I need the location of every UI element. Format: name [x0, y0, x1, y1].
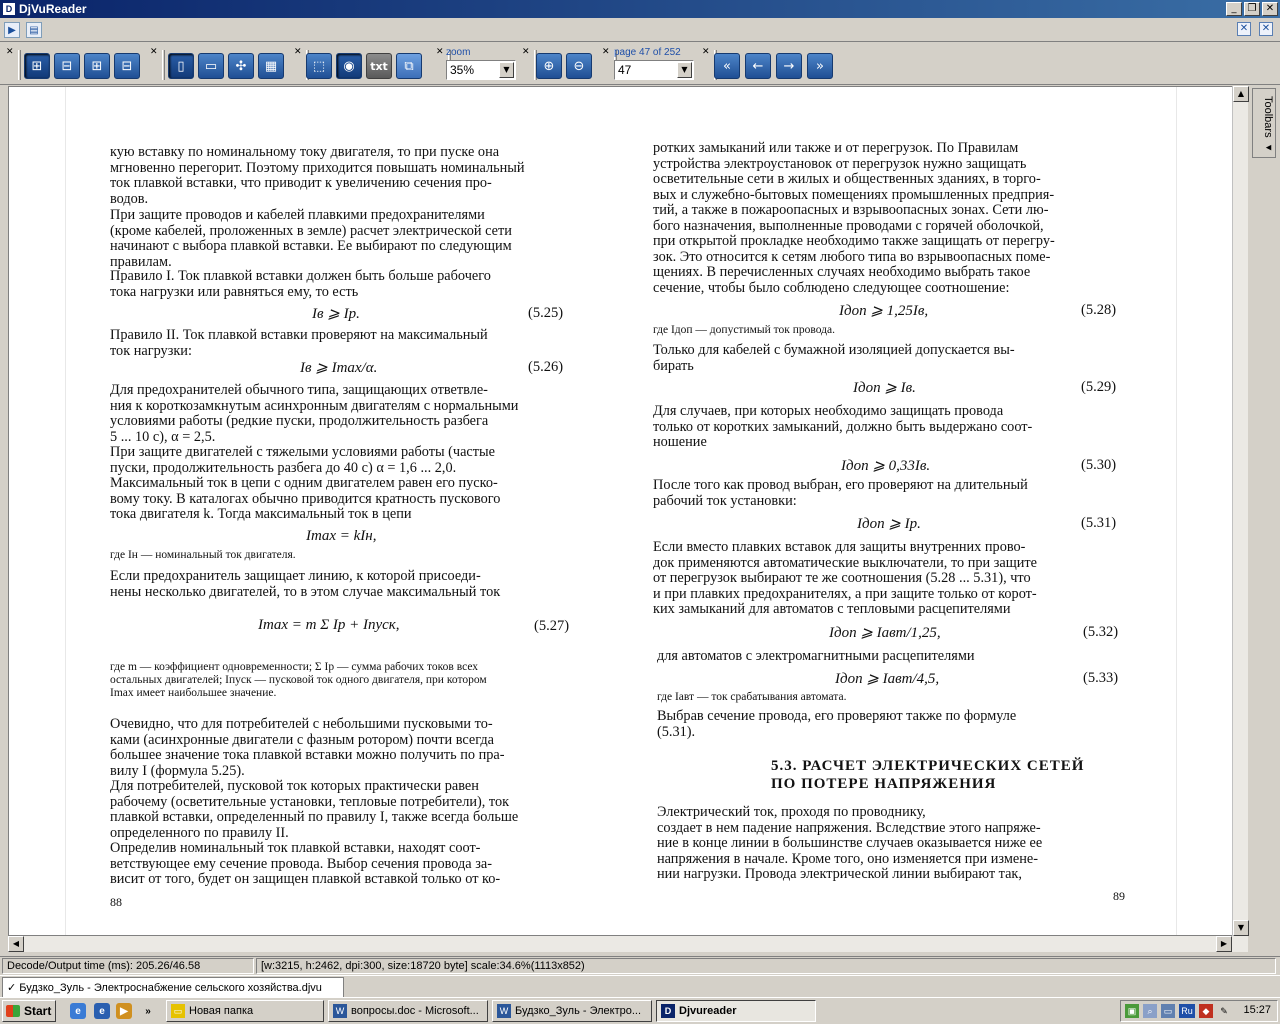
image-mode-icon[interactable]: ◉	[336, 53, 362, 79]
volume-icon[interactable]: ✎	[1220, 1005, 1228, 1016]
page-number-left: 88	[110, 895, 122, 909]
annotations-tree-icon[interactable]: ⊟	[114, 53, 140, 79]
right-paragraph-3: Для случаев, при которых необходимо защищать провода только от коротких замыканий, должно быть выдержано соот- ношение	[653, 403, 1033, 450]
toolbar-group-navigation-pane	[4, 47, 144, 83]
toolbar-grip[interactable]	[162, 50, 165, 80]
system-tray	[1120, 1000, 1278, 1022]
rule-1: Правило I. Ток плавкой вставки должен быть больше рабочего тока нагрузки или равняться ему, то есть	[110, 268, 491, 300]
mdi-restore-button[interactable]: ✕	[1259, 22, 1273, 36]
toolbar-group-zoom-buttons	[520, 47, 600, 83]
continuous-icon[interactable]: ✣	[228, 53, 254, 79]
quick-launch-icon[interactable]: e	[70, 1003, 86, 1019]
toolbar-group-page	[600, 47, 700, 83]
language-indicator[interactable]: Ru	[1179, 1004, 1195, 1018]
toolbar-group-zoom	[434, 47, 530, 83]
app-icon[interactable]: D	[2, 2, 16, 16]
last-page-icon[interactable]: »	[807, 53, 833, 79]
page-value: 47	[618, 63, 632, 77]
section-heading: 5.3. РАСЧЕТ ЭЛЕКТРИЧЕСКИХ СЕТЕЙ ПО ПОТЕРЕ НАПРЯЖЕНИЯ	[771, 758, 1085, 792]
formula-5-29: Iдоп ⩾ Iв.	[853, 380, 916, 396]
toolbar	[0, 43, 1280, 85]
formula-5-32: Iдоп ⩾ Iавт/1,25,	[829, 625, 941, 641]
task-label: Djvureader	[679, 1005, 737, 1017]
toolbars-side-tab[interactable]: Toolbars ◂	[1252, 88, 1276, 158]
document-tab[interactable]	[2, 977, 344, 997]
first-page-icon[interactable]: «	[714, 53, 740, 79]
formula-number-5-29: (5.29)	[1081, 379, 1117, 395]
formula-number-5-31: (5.31)	[1081, 515, 1117, 531]
menu-bar	[0, 18, 1280, 42]
task-button-word-1[interactable]	[328, 1000, 488, 1022]
formula-5-25: Iв ⩾ Iр.	[312, 306, 360, 322]
right-paragraph-6: для автоматов с электромагнитными расцепителями	[657, 648, 975, 664]
start-label: Start	[24, 1004, 52, 1018]
toolbar-group-tools	[292, 47, 432, 83]
horizontal-scrollbar[interactable]	[8, 936, 1248, 952]
left-paragraph-4: При защите двигателей с тяжелыми условиями работы (частые пуски, продолжительность разбега до 40 с) α = 1,6 ... 2,0.	[110, 444, 495, 476]
formula-5-30: Iдоп ⩾ 0,33Iв.	[841, 458, 931, 474]
document-viewer[interactable]	[8, 86, 1248, 936]
note-idop: где Iдоп — допустимый ток провода.	[653, 324, 835, 336]
chevron-right-icon[interactable]: »	[145, 1005, 151, 1017]
right-paragraph-2: Только для кабелей с бумажной изоляцией допускается вы- бирать	[653, 342, 1015, 374]
toolbar-grip[interactable]	[18, 50, 21, 80]
folder-icon: ▭	[171, 1004, 185, 1018]
note-in: где Iн — номинальный ток двигателя.	[110, 549, 296, 561]
task-button-djvureader[interactable]	[656, 1000, 816, 1022]
open-folder-icon[interactable]: ▶	[4, 22, 20, 38]
page-label: page 47 of 252	[614, 47, 681, 58]
antivirus-icon[interactable]: ◆	[1199, 1004, 1213, 1018]
left-paragraph-3: Для предохранителей обычного типа, защищающих ответвле- ния к короткозамкнутым асинхронным двигателям с нормальными условиями работы (редкие пуски, продолжительность разбега 5 ... 10 с), α = 2,5.	[110, 382, 519, 445]
formula-number-5-32: (5.32)	[1083, 624, 1119, 640]
right-paragraph-7: Выбрав сечение провода, его проверяют также по формуле (5.31).	[657, 708, 1017, 740]
note-iavt: где Iавт — ток срабатывания автомата.	[657, 691, 847, 703]
status-bar	[0, 956, 1280, 974]
formula-5-28: Iдоп ⩾ 1,25Iв,	[839, 303, 929, 319]
page-select[interactable]	[614, 60, 694, 80]
clock[interactable]: 15:27	[1243, 1004, 1271, 1016]
toolbar-close-icon[interactable]: ✕	[702, 47, 710, 57]
left-paragraph-5: Максимальный ток в цепи с одним двигателем равен его пуско- вому току. В каталогах обычно приводится кратность пускового тока двигателя k. Тогда максимальный ток в цепи	[110, 475, 501, 522]
left-paragraph-7: Очевидно, что для потребителей с небольшими пусковыми то- ками (асинхронные двигатели с фазным ротором) почти всегда большее значение тока плавкой вставки можно получить по пра- вилу I (формула 5.25).	[110, 716, 505, 779]
formula-number-5-26: (5.26)	[528, 359, 564, 375]
formula-number-5-30: (5.30)	[1081, 457, 1117, 473]
bookmarks-tree-icon[interactable]: ⊞	[84, 53, 110, 79]
network-icon[interactable]: ▣	[1125, 1004, 1139, 1018]
right-paragraph-1: ротких замыканий или также и от перегрузок. По Правилам устройства электроустановок от перегрузок нужно защищать осветительные сети в жилых и общественных зданиях, в торго- вых и служебно-бытовых помещениях промышленных предприя- тий, а также в пожароопасных и взрывоопасных зонах. Сети лю- бого назначения, выполненные проводами с горячей оболочкой, при открытой прокладке необходимо также защищать от перегру- зок. Это относится к сетям любого типа во взрывоопасных поме- щениях. В перечисленных случаях необходимо выбрать такое сечение, чтобы было соблюдено следующее соотношение:	[653, 140, 1055, 296]
formula-5-26: Iв ⩾ Imax/α.	[300, 360, 378, 376]
scroll-left-icon[interactable]: ◀	[8, 936, 24, 952]
taskbar	[0, 997, 1280, 1024]
task-button-folder[interactable]	[166, 1000, 324, 1022]
document-tab-bar	[0, 975, 1280, 997]
toolbars-label: Toolbars	[1262, 96, 1274, 138]
word-icon: W	[497, 1004, 511, 1018]
task-label: Новая папка	[189, 1005, 254, 1017]
checkmark-icon: ✓	[7, 982, 17, 994]
toolbar-group-layout	[148, 47, 288, 83]
internet-explorer-icon[interactable]: e	[94, 1003, 110, 1019]
chevron-down-icon[interactable]: ▼	[499, 62, 514, 78]
scroll-right-icon[interactable]: ▶	[1216, 936, 1232, 952]
vertical-scrollbar[interactable]	[1232, 86, 1248, 936]
document-tab-label: Будзко_Зуль - Электроснабжение сельского хозяйства.djvu	[19, 982, 322, 994]
mdi-close-button[interactable]: ✕	[1237, 22, 1251, 36]
word-icon: W	[333, 1004, 347, 1018]
toolbar-close-icon[interactable]: ✕	[150, 47, 158, 57]
right-paragraph-5: Если вместо плавких вставок для защиты внутренних прово- док применяются автоматические выключатели, то при защите от перегрузок выбирают те же соотношения (5.28 ... 5.31), что и при плавких предохранителях, а при защите только от корот- ких замыканий для автоматов с тепловыми расцепителями	[653, 539, 1037, 617]
zoom-label: zoom	[446, 47, 471, 58]
toolbar-group-navigation	[700, 47, 840, 83]
next-page-icon[interactable]: →	[776, 53, 802, 79]
left-paragraph-9: Определив номинальный ток плавкой вставки, находят соот- ветствующее ему сечение провода. Выбор сечения провода за- висит от того, будет он защищен плавкой вставкой только от ко-	[110, 840, 501, 887]
formula-number-5-27: (5.27)	[534, 618, 570, 634]
formula-5-27: Imax = m Σ Iр + Iпуск,	[258, 617, 400, 633]
right-paragraph-4: После того как провод выбран, его проверяют на длительный рабочий ток установки:	[653, 477, 1028, 509]
left-paragraph-1: кую вставку по номинальному току двигателя, то при пуске она мгновенно перегорит. Поэтому приходится повышать номинальный ток плавкой вставки, что приводит к увеличению сечения про- водов.	[110, 144, 525, 207]
formula-number-5-28: (5.28)	[1081, 302, 1117, 318]
task-label: вопросы.doc - Microsoft...	[351, 1005, 479, 1017]
toolbar-close-icon[interactable]: ✕	[294, 47, 302, 57]
single-page-icon[interactable]: ▯	[168, 53, 194, 79]
task-label: Будзко_Зуль - Электро...	[515, 1005, 642, 1017]
formula-number-5-25: (5.25)	[528, 305, 564, 321]
select-area-icon[interactable]: ⬚	[306, 53, 332, 79]
windows-logo-icon	[6, 1005, 20, 1017]
scroll-up-icon[interactable]: ▲	[1233, 86, 1249, 102]
zoom-value: 35%	[450, 63, 475, 77]
right-paragraph-8: Электрический ток, проходя по проводнику, создает в нем падение напряжения. Вследствие этого напряже- ние в конце линии в большинстве случаев оказывается ниже ее напряжения в начале. Кроме того, оно изменяется при измене- нии нагрузки. Провода электрической линии выбирают так,	[657, 804, 1043, 882]
display-icon[interactable]: ▭	[1161, 1004, 1175, 1018]
rule-2: Правило II. Ток плавкой вставки проверяют на максимальный ток нагрузки:	[110, 327, 488, 359]
minimize-button[interactable]: _	[1226, 2, 1242, 16]
left-paragraph-2: При защите проводов и кабелей плавкими предохранителями (кроме кабелей, проложенных в земле) расчет электрической сети начинают с выбора плавкой вставки. Ее выбирают по следующим правилам.	[110, 207, 512, 270]
toolbar-close-icon[interactable]: ✕	[6, 47, 14, 57]
outline-tree-icon[interactable]: ⊟	[54, 53, 80, 79]
thumbnails-tree-icon[interactable]: ⊞	[24, 53, 50, 79]
toolbar-close-icon[interactable]: ✕	[436, 47, 444, 57]
close-button[interactable]: ✕	[1262, 2, 1278, 16]
formula-5-33: Iдоп ⩾ Iавт/4,5,	[835, 671, 940, 687]
zoom-out-icon[interactable]: ⊖	[566, 53, 592, 79]
right-page	[613, 87, 1177, 936]
restore-button[interactable]: ❐	[1244, 2, 1260, 16]
media-player-icon[interactable]: ▶	[116, 1003, 132, 1019]
search-icon[interactable]: ⌕	[1143, 1004, 1157, 1018]
formula-number-5-33: (5.33)	[1083, 670, 1119, 686]
status-decode-time: Decode/Output time (ms): 205.26/46.58	[2, 958, 254, 974]
task-button-word-2[interactable]	[492, 1000, 652, 1022]
scroll-down-icon[interactable]: ▼	[1233, 920, 1249, 936]
window-title: DjVuReader	[19, 2, 87, 16]
page-number-right: 89	[1113, 889, 1125, 903]
left-paragraph-8: Для потребителей, пусковой ток которых практически равен рабочему (осветительные установки, тепловые потребители), ток плавкой вставки, определенный по правилу I, также всегда больше определенного по правилу II.	[110, 778, 519, 841]
title-bar	[0, 0, 1280, 18]
text-mode-icon[interactable]: txt	[366, 53, 392, 79]
start-button[interactable]	[2, 1000, 56, 1022]
left-paragraph-6: Если предохранитель защищает линию, к которой присоеди- нены несколько двигателей, то в этом случае максимальный ток	[110, 568, 501, 600]
left-page	[65, 87, 615, 936]
document-icon[interactable]: ▤	[26, 22, 42, 38]
toolbar-close-icon[interactable]: ✕	[522, 47, 530, 57]
toolbar-close-icon[interactable]: ✕	[602, 47, 610, 57]
copy-icon[interactable]: ⧉	[396, 53, 422, 79]
formula-imax: Imax = kIн,	[306, 528, 377, 544]
zoom-select[interactable]	[446, 60, 516, 80]
zoom-in-icon[interactable]: ⊕	[536, 53, 562, 79]
formula-5-31: Iдоп ⩾ Iр.	[857, 516, 921, 532]
grid-icon[interactable]: ▦	[258, 53, 284, 79]
djvu-icon: D	[661, 1004, 675, 1018]
previous-page-icon[interactable]: ←	[745, 53, 771, 79]
note-m: где m — коэффициент одновременности; Σ Iр — сумма рабочих токов всех остальных двигателей; Iпуск — пусковой ток одного двигателя, при котором Imax имеет наибольшее значение.	[110, 661, 487, 699]
two-page-icon[interactable]: ▭	[198, 53, 224, 79]
status-image-info: [w:3215, h:2462, dpi:300, size:18720 byte] scale:34.6%(1113x852)	[256, 958, 1276, 974]
chevron-down-icon[interactable]: ▼	[677, 62, 692, 78]
